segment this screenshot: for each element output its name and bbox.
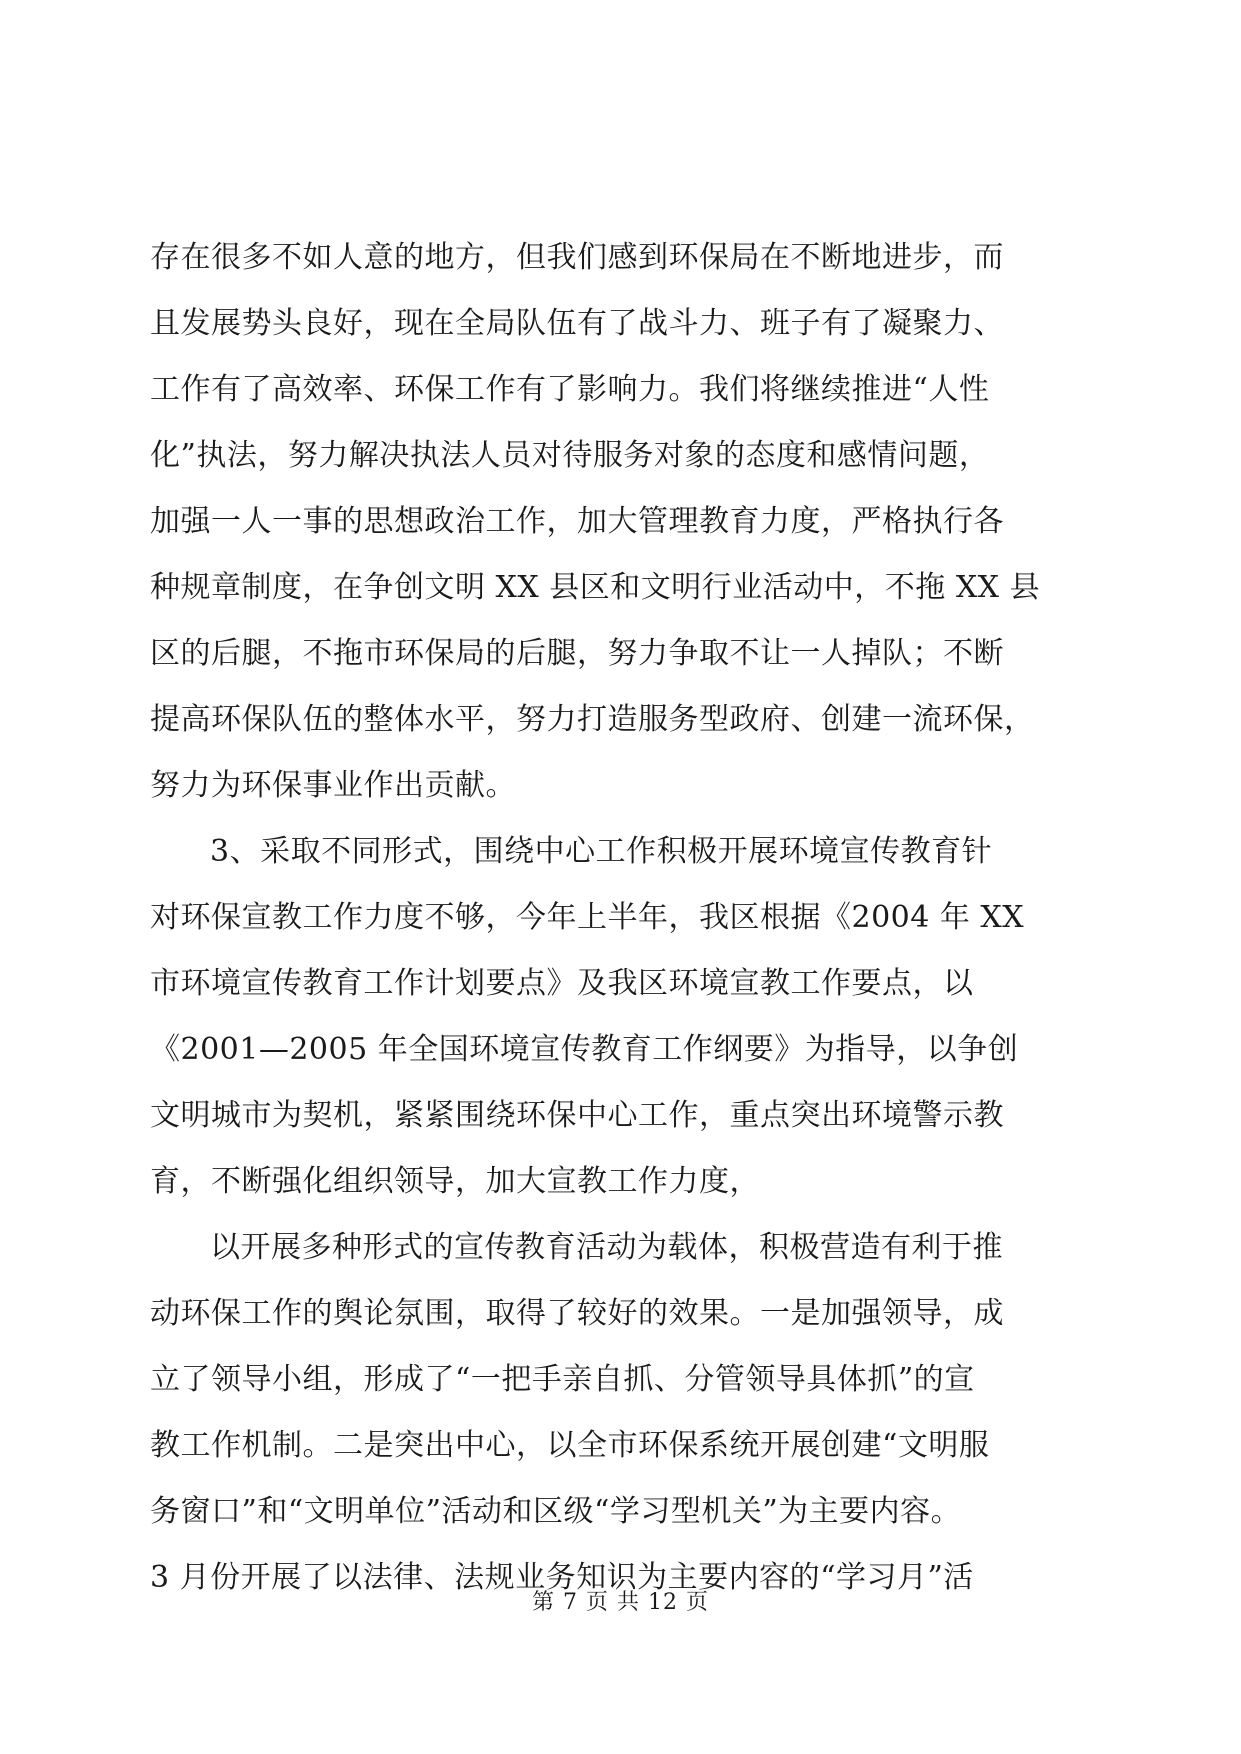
page-footer: 第 7 页 共 12 页 — [532, 1590, 709, 1615]
text-line: 对环保宣教工作力度不够，今年上半年，我区根据《2004 年 XX — [150, 900, 1025, 935]
text-line: 务窗口”和“文明单位”活动和区级“学习型机关”为主要内容。 — [150, 1494, 962, 1529]
text-line: 育，不断强化组织领导，加大宣教工作力度， — [150, 1164, 760, 1199]
body-text — [150, 225, 1090, 1611]
paragraph-start-line: 3、采取不同形式，围绕中心工作积极开展环境宣传教育针 — [210, 834, 993, 869]
text-line: 提高环保队伍的整体水平，努力打造服务型政府、创建一流环保， — [150, 702, 1035, 737]
text-line: 加强一人一事的思想政治工作，加大管理教育力度，严格执行各 — [150, 504, 1004, 539]
text-line: 种规章制度，在争创文明 XX 县区和文明行业活动中，不拖 XX 县 — [150, 570, 1041, 605]
text-line: 《2001—2005 年全国环境宣传教育工作纲要》为指导，以争创 — [150, 1032, 1019, 1067]
text-line: 立了领导小组，形成了“一把手亲自抓、分管领导具体抓”的宣 — [150, 1362, 975, 1397]
text-line: 且发展势头良好，现在全局队伍有了战斗力、班子有了凝聚力、 — [150, 306, 1004, 341]
text-line: 文明城市为契机，紧紧围绕环保中心工作，重点突出环境警示教 — [150, 1098, 1004, 1133]
text-line: 工作有了高效率、环保工作有了影响力。我们将继续推进“人性 — [150, 372, 990, 407]
paragraph-start-line: 以开展多种形式的宣传教育活动为载体，积极营造有利于推 — [210, 1230, 1003, 1265]
text-line: 市环境宣传教育工作计划要点》及我区环境宣教工作要点，以 — [150, 966, 974, 1001]
text-line: 动环保工作的舆论氛围，取得了较好的效果。一是加强领导，成 — [150, 1296, 1004, 1331]
text-line: 存在很多不如人意的地方，但我们感到环保局在不断地进步，而 — [150, 240, 1004, 275]
text-line: 化”执法，努力解决执法人员对待服务对象的态度和感情问题， — [150, 438, 990, 473]
text-line: 努力为环保事业作出贡献。 — [150, 768, 516, 803]
text-line: 教工作机制。二是突出中心，以全市环保系统开展创建“文明服 — [150, 1428, 990, 1463]
text-line: 3 月份开展了以法律、法规业务知识为主要内容的“学习月”活 — [150, 1560, 974, 1595]
text-line: 区的后腿，不拖市环保局的后腿，努力争取不让一人掉队；不断 — [150, 636, 1004, 671]
